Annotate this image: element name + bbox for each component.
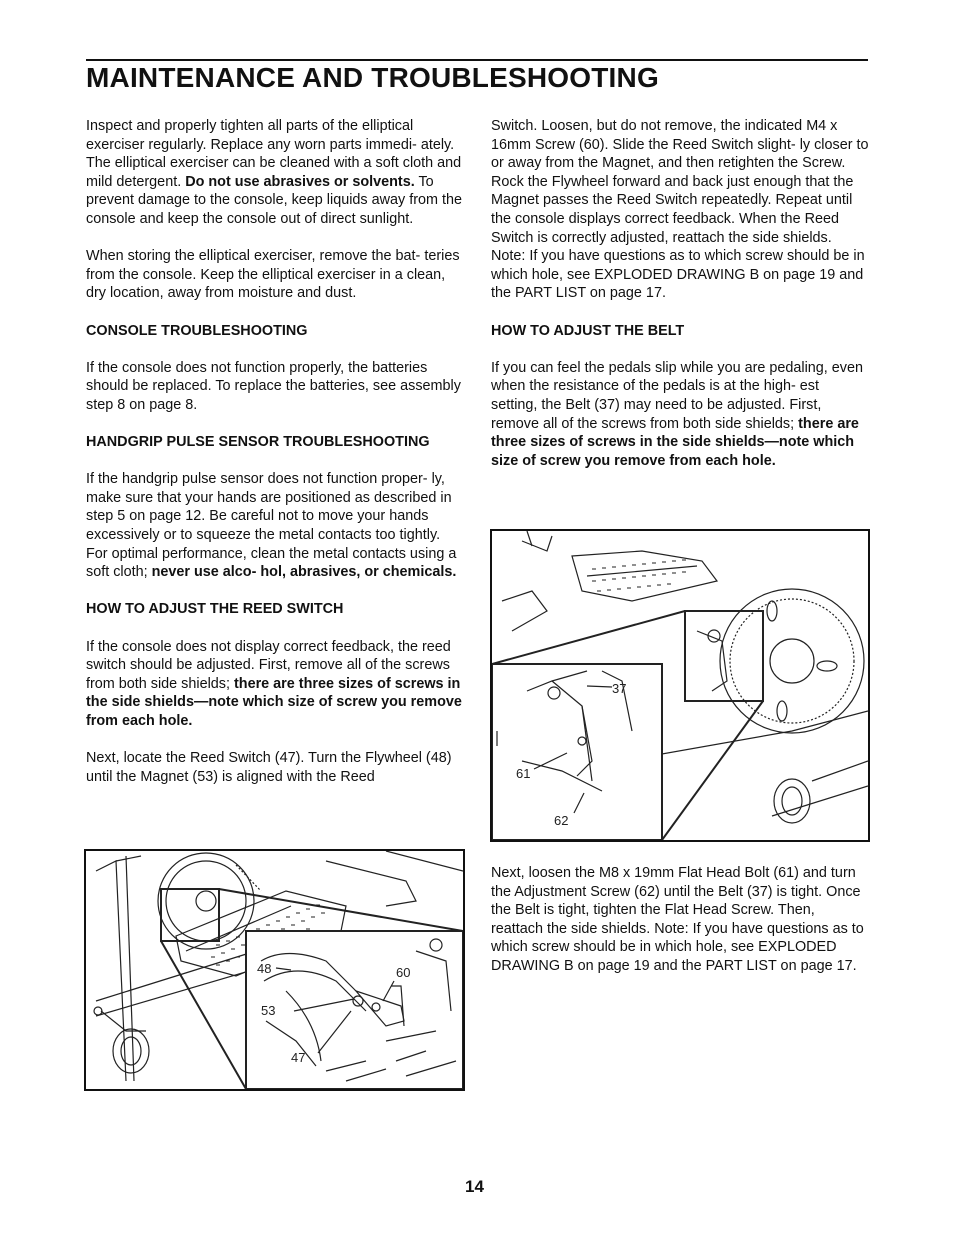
callout-53: 53 [261, 1003, 276, 1018]
console-paragraph: If the console does not function properly, the batteries should be replaced. To replace the batteries, see assembly step 8 on page 8. [86, 359, 461, 413]
callout-48: 48 [257, 961, 272, 976]
pulse-warning: never use alco- hol, abrasives, or chemicals. [151, 564, 457, 581]
reed-text: If the console does not display correct feedback, the reed switch should be adjusted. First, remove all of the screws from both side shields; [86, 638, 451, 692]
belt-figure [490, 529, 870, 842]
right-column-bottom [491, 864, 869, 994]
belt-drawing [492, 531, 868, 840]
reed-paragraph-1 [86, 638, 464, 731]
belt-heading: HOW TO ADJUST THE BELT [491, 322, 685, 339]
reed-paragraph-3: Switch. Loosen, but do not remove, the indicated M4 x 16mm Screw (60). Slide the Reed Switch slight- ly closer to or away from the Magnet, and then retighten the Screw. Rock the Flywheel forward and back just enough that the Magnet passes the Reed Switch repeatedly. Repeat until the console displays correct feedback. When the Reed Switch is correctly adjusted, reattach the side shields. Note: If you have questions as to which screw should be in which hole, see EXPLODED DRAWING B on page 19 and the PART LIST on page 17. [491, 118, 869, 302]
belt-warning: there are three sizes of screws in the side shields—note which size of screw you remove from each hole. [491, 415, 859, 469]
intro-warning: Do not use abrasives or solvents. [185, 173, 415, 190]
pulse-text: If the handgrip pulse sensor does not function proper- ly, make sure that your hands are positioned as described in step 5 on page 12. Be careful not to move your hands excessively or to squeeze the metal contacts too tightly. For optimal performance, clean the metal contacts using a soft cloth; [86, 471, 457, 581]
pulse-heading: HANDGRIP PULSE SENSOR TROUBLESHOOTING [86, 434, 430, 451]
callout-37: 37 [612, 681, 627, 696]
pulse-paragraph [86, 470, 464, 582]
callout-62: 62 [554, 813, 569, 828]
right-column-top [491, 117, 869, 489]
intro-paragraph-2: When storing the elliptical exerciser, remove the bat- teries from the console. Keep the elliptical exerciser in a clean, dry location, away from moisture and dust. [86, 248, 460, 302]
intro-paragraph-1 [86, 117, 464, 229]
belt-paragraph-1 [491, 359, 869, 471]
belt-text: If you can feel the pedals slip while you are pedaling, even when the resistance of the pedals is at the high- est setting, the Belt (37) may need to be adjusted. First, remove all of the screws from both side shields; [491, 359, 863, 432]
belt-paragraph-2: Next, loosen the M8 x 19mm Flat Head Bolt (61) and turn the Adjustment Screw (62) until the Belt (37) is tight. Once the Belt is tight, tighten the Flat Head Screw. Then, reattach the side shields. Note: If you have questions as to which screw should be in which hole, see EXPLODED DRAWING B on page 19 and the PART LIST on page 17. [491, 865, 864, 974]
callout-61: 61 [516, 766, 531, 781]
reed-switch-drawing [86, 851, 463, 1089]
reed-switch-figure [84, 849, 465, 1091]
intro-text-a: Inspect and properly tighten all parts of the elliptical exerciser regularly. Replace any worn parts immedi- ately. The elliptical exerciser can be cleaned with a soft cloth and mild detergent. [86, 118, 462, 190]
console-heading: CONSOLE TROUBLESHOOTING [86, 322, 308, 339]
callout-60: 60 [396, 965, 411, 980]
callout-47: 47 [291, 1050, 306, 1065]
title-rule [86, 59, 868, 61]
intro-text-c: To prevent damage to the console, keep liquids away from the console and keep the console out of direct sunlight. [86, 173, 462, 227]
reed-heading: HOW TO ADJUST THE REED SWITCH [86, 601, 344, 618]
reed-warning: there are three sizes of screws in the side shields—note which size of screw you remove from each hole. [86, 675, 462, 729]
reed-paragraph-2: Next, locate the Reed Switch (47). Turn the Flywheel (48) until the Magnet (53) is aligned with the Reed [86, 750, 452, 785]
page-number: 14 [465, 1177, 484, 1196]
left-column [86, 117, 464, 805]
page-title: MAINTENANCE AND TROUBLESHOOTING [86, 62, 659, 93]
